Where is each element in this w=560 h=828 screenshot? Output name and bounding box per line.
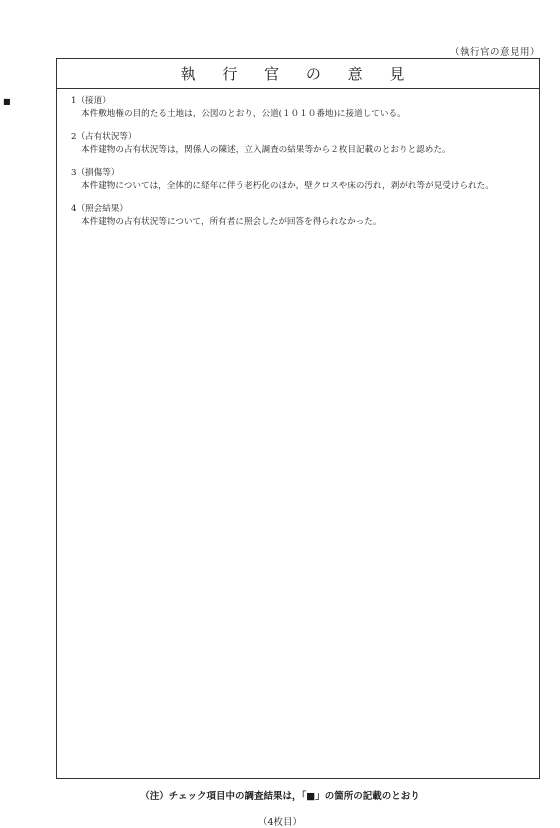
opinion-body	[3, 89, 539, 229]
check-mark: ■	[3, 97, 11, 106]
item-text: 本件敷地権の目的たる土地は，公図のとおり，公道(１０１０番地)に接道している。	[81, 109, 406, 119]
item-label: 1（接道）	[71, 96, 111, 106]
opinion-item-4	[57, 203, 539, 229]
page-title: 執 行 官 の 意 見	[57, 59, 539, 89]
opinion-frame	[3, 58, 540, 779]
form-type-label: （執行官の意見用）	[449, 47, 540, 58]
opinion-item-2	[57, 131, 539, 157]
item-text: 本件建物については，全体的に経年に伴う老朽化のほか，壁クロスや床の汚れ，剥がれ等が見受けられた。	[81, 181, 494, 191]
item-text: 本件建物の占有状況等について，所有者に照会したが回答を得られなかった。	[81, 217, 382, 227]
page-number: （4枚目）	[257, 817, 303, 828]
item-label: 3（損傷等）	[71, 168, 120, 178]
item-label: 4（照会結果）	[71, 204, 129, 214]
opinion-item-1	[3, 95, 539, 121]
footer-note: （注）チェック項目中の調査結果は，「■」の箇所の記載のとおり	[140, 791, 420, 802]
item-text: 本件建物の占有状況等は，関係人の陳述，立入調査の結果等から２枚目記載のとおりと認めた。	[81, 145, 451, 155]
opinion-item-3	[57, 167, 539, 193]
item-label: 2（占有状況等）	[71, 132, 137, 142]
